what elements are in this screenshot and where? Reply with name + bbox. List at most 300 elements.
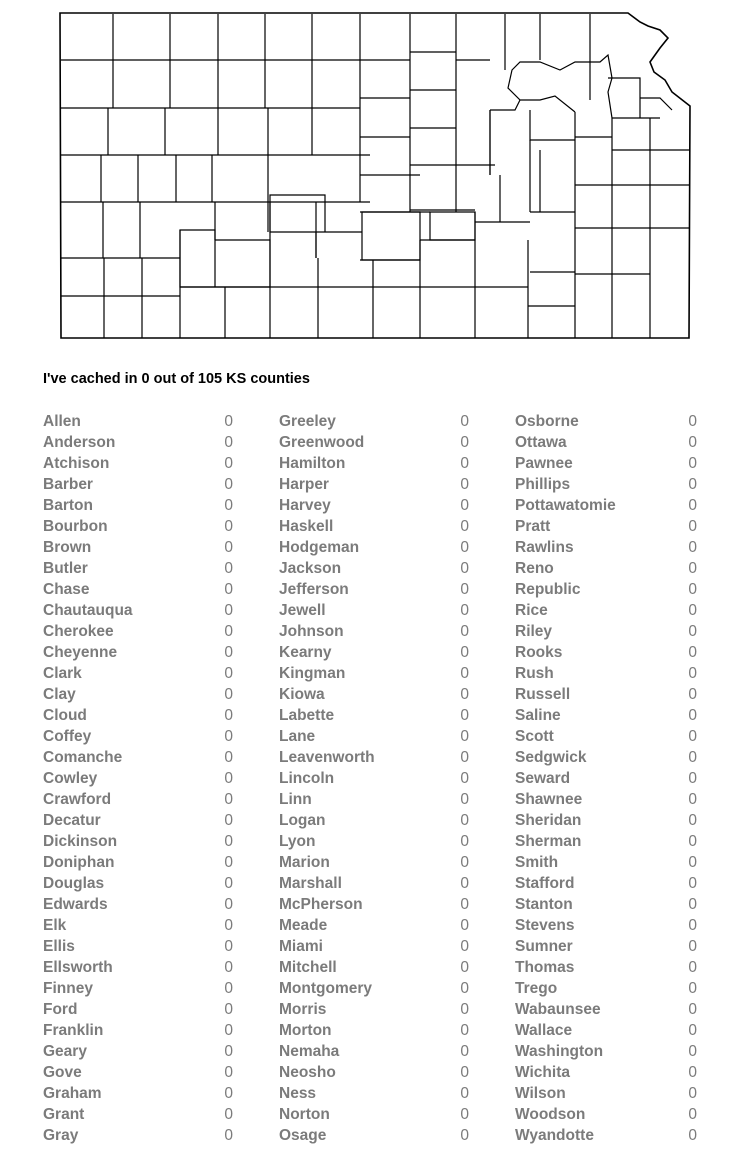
county-cache-count: 0: [460, 707, 469, 724]
county-name: Kiowa: [279, 686, 325, 703]
county-name: Linn: [279, 791, 312, 808]
county-row: [279, 789, 469, 810]
county-name: Gove: [43, 1064, 82, 1081]
county-row: [279, 663, 469, 684]
county-name: Pottawatomie: [515, 497, 616, 514]
county-name: Republic: [515, 581, 581, 598]
county-cache-count: 0: [460, 1085, 469, 1102]
county-row: [43, 516, 233, 537]
county-cache-count: 0: [688, 434, 697, 451]
county-cache-count: 0: [224, 434, 233, 451]
county-name: Scott: [515, 728, 554, 745]
county-name: Sumner: [515, 938, 573, 955]
county-row: [279, 705, 469, 726]
county-row: [43, 1104, 233, 1125]
county-name: Brown: [43, 539, 92, 556]
county-name: Osage: [279, 1127, 327, 1144]
county-row: [279, 600, 469, 621]
county-name: Wilson: [515, 1085, 566, 1102]
county-row: [43, 579, 233, 600]
county-row: [279, 1104, 469, 1125]
county-row: [43, 978, 233, 999]
county-cache-count: 0: [460, 560, 469, 577]
county-cache-count: 0: [688, 476, 697, 493]
county-row: [515, 852, 697, 873]
county-cache-count: 0: [224, 791, 233, 808]
county-row: [515, 1104, 697, 1125]
county-name: Cheyenne: [43, 644, 118, 661]
county-name: Anderson: [43, 434, 116, 451]
county-cache-count: 0: [460, 1106, 469, 1123]
county-row: [515, 558, 697, 579]
county-cache-count: 0: [460, 728, 469, 745]
county-cache-count: 0: [224, 413, 233, 430]
county-cache-count: 0: [224, 665, 233, 682]
county-row: [43, 474, 233, 495]
county-name: Clark: [43, 665, 82, 682]
county-name: Sedgwick: [515, 749, 587, 766]
county-cache-count: 0: [224, 560, 233, 577]
county-row: [43, 1083, 233, 1104]
county-cache-count: 0: [460, 938, 469, 955]
county-cache-count: 0: [460, 518, 469, 535]
county-name: Chautauqua: [43, 602, 133, 619]
county-name: Clay: [43, 686, 76, 703]
county-cache-count: 0: [460, 875, 469, 892]
county-row: [43, 747, 233, 768]
county-row: [515, 432, 697, 453]
county-name: Grant: [43, 1106, 85, 1123]
county-cache-count: 0: [224, 644, 233, 661]
county-row: [279, 1020, 469, 1041]
county-row: [43, 726, 233, 747]
county-name: Wichita: [515, 1064, 570, 1081]
county-row: [279, 432, 469, 453]
county-cache-count: 0: [224, 1106, 233, 1123]
county-name: Cloud: [43, 707, 87, 724]
county-name: Pawnee: [515, 455, 573, 472]
county-cache-count: 0: [224, 833, 233, 850]
county-cache-count: 0: [688, 728, 697, 745]
county-cache-count: 0: [460, 833, 469, 850]
county-cache-count: 0: [688, 1043, 697, 1060]
county-row: [515, 516, 697, 537]
county-name: Mitchell: [279, 959, 337, 976]
county-cache-count: 0: [688, 770, 697, 787]
county-name: Wallace: [515, 1022, 573, 1039]
county-name: Pratt: [515, 518, 551, 535]
county-name: Allen: [43, 413, 81, 430]
county-row: [515, 957, 697, 978]
county-name: Leavenworth: [279, 749, 375, 766]
county-cache-count: 0: [224, 1085, 233, 1102]
county-cache-count: 0: [224, 1064, 233, 1081]
county-row: [279, 978, 469, 999]
county-cache-count: 0: [460, 1043, 469, 1060]
county-row: [43, 1041, 233, 1062]
county-cache-count: 0: [688, 644, 697, 661]
county-name: Marion: [279, 854, 330, 871]
county-list-column-1: [43, 411, 233, 1146]
county-cache-count: 0: [688, 497, 697, 514]
county-boundary: [61, 52, 690, 306]
county-boundary: [101, 14, 650, 338]
county-name: Meade: [279, 917, 328, 934]
county-row: [515, 936, 697, 957]
kansas-county-map: [0, 0, 750, 350]
county-name: Trego: [515, 980, 558, 997]
county-name: Cherokee: [43, 623, 114, 640]
county-row: [43, 957, 233, 978]
county-cache-count: 0: [688, 1001, 697, 1018]
county-name: Ellis: [43, 938, 75, 955]
county-name: Haskell: [279, 518, 334, 535]
county-name: Barton: [43, 497, 93, 514]
county-row: [43, 663, 233, 684]
county-row: [515, 684, 697, 705]
county-row: [515, 915, 697, 936]
county-row: [43, 894, 233, 915]
county-name: Edwards: [43, 896, 108, 913]
county-row: [279, 642, 469, 663]
county-cache-count: 0: [688, 1106, 697, 1123]
county-cache-count: 0: [224, 497, 233, 514]
county-row: [279, 537, 469, 558]
county-row: [279, 768, 469, 789]
county-cache-count: 0: [224, 707, 233, 724]
county-name: Sheridan: [515, 812, 582, 829]
county-cache-count: 0: [688, 833, 697, 850]
county-row: [43, 705, 233, 726]
county-name: Jewell: [279, 602, 326, 619]
county-cache-count: 0: [688, 707, 697, 724]
county-cache-count: 0: [460, 602, 469, 619]
county-row: [43, 621, 233, 642]
county-name: Greenwood: [279, 434, 365, 451]
county-cache-count: 0: [224, 917, 233, 934]
county-name: Wyandotte: [515, 1127, 594, 1144]
county-cache-count: 0: [224, 623, 233, 640]
county-row: [515, 1083, 697, 1104]
county-cache-count: 0: [460, 623, 469, 640]
county-cache-count: 0: [460, 434, 469, 451]
county-cache-count: 0: [460, 1022, 469, 1039]
county-cache-count: 0: [688, 1085, 697, 1102]
county-cache-count: 0: [460, 413, 469, 430]
county-row: [515, 894, 697, 915]
county-row: [279, 810, 469, 831]
county-row: [279, 1062, 469, 1083]
county-cache-count: 0: [688, 791, 697, 808]
county-cache-count: 0: [460, 791, 469, 808]
county-row: [43, 495, 233, 516]
county-cache-count: 0: [224, 896, 233, 913]
county-name: Chase: [43, 581, 90, 598]
county-row: [515, 999, 697, 1020]
county-name: Bourbon: [43, 518, 108, 535]
county-name: Saline: [515, 707, 561, 724]
county-row: [279, 411, 469, 432]
county-cache-count: 0: [688, 896, 697, 913]
county-name: Marshall: [279, 875, 342, 892]
county-map-svg: [0, 0, 750, 350]
county-name: Thomas: [515, 959, 575, 976]
county-cache-count: 0: [224, 938, 233, 955]
county-cache-count: 0: [224, 770, 233, 787]
county-cache-count: 0: [460, 686, 469, 703]
county-row: [43, 789, 233, 810]
county-list-column-2: [279, 411, 469, 1146]
county-row: [279, 1083, 469, 1104]
county-name: Hamilton: [279, 455, 346, 472]
county-row: [279, 894, 469, 915]
county-row: [515, 1062, 697, 1083]
county-cache-count: 0: [460, 476, 469, 493]
county-cache-count: 0: [460, 959, 469, 976]
county-name: Dickinson: [43, 833, 118, 850]
county-cache-count: 0: [224, 476, 233, 493]
county-row: [43, 831, 233, 852]
county-row: [279, 957, 469, 978]
county-name: Seward: [515, 770, 571, 787]
county-cache-count: 0: [460, 581, 469, 598]
county-cache-count: 0: [460, 980, 469, 997]
county-cache-count: 0: [688, 854, 697, 871]
county-cache-count: 0: [460, 539, 469, 556]
county-cache-count: 0: [224, 1043, 233, 1060]
county-row: [43, 453, 233, 474]
county-cache-count: 0: [224, 1127, 233, 1144]
county-row: [515, 831, 697, 852]
county-name: Montgomery: [279, 980, 372, 997]
county-name: Nemaha: [279, 1043, 340, 1060]
county-cache-count: 0: [460, 644, 469, 661]
county-name: Franklin: [43, 1022, 104, 1039]
county-row: [279, 621, 469, 642]
county-cache-count: 0: [460, 497, 469, 514]
county-row: [515, 663, 697, 684]
county-cache-count: 0: [460, 770, 469, 787]
county-row: [279, 474, 469, 495]
county-cache-count: 0: [224, 455, 233, 472]
county-name: Labette: [279, 707, 335, 724]
county-row: [279, 873, 469, 894]
county-cache-count: 0: [460, 665, 469, 682]
county-row: [515, 726, 697, 747]
county-cache-count: 0: [460, 812, 469, 829]
county-row: [515, 747, 697, 768]
county-row: [43, 1062, 233, 1083]
county-cache-count: 0: [688, 455, 697, 472]
county-cache-count: 0: [460, 1127, 469, 1144]
county-cache-count: 0: [688, 875, 697, 892]
county-cache-count: 0: [688, 812, 697, 829]
county-cache-count: 0: [224, 1001, 233, 1018]
county-cache-count: 0: [688, 917, 697, 934]
county-name: Rice: [515, 602, 548, 619]
county-cache-count: 0: [224, 875, 233, 892]
county-row: [515, 789, 697, 810]
county-name: Ellsworth: [43, 959, 113, 976]
county-row: [43, 684, 233, 705]
county-row: [279, 495, 469, 516]
county-name: Finney: [43, 980, 93, 997]
county-row: [279, 453, 469, 474]
county-row: [43, 1125, 233, 1146]
county-name: Kearny: [279, 644, 332, 661]
county-row: [279, 684, 469, 705]
county-cache-count: 0: [688, 686, 697, 703]
county-cache-count: 0: [688, 560, 697, 577]
county-name: McPherson: [279, 896, 363, 913]
county-cache-count: 0: [460, 749, 469, 766]
county-row: [515, 873, 697, 894]
county-row: [515, 600, 697, 621]
county-row: [43, 810, 233, 831]
county-cache-count: 0: [224, 581, 233, 598]
county-row: [515, 1020, 697, 1041]
county-name: Morris: [279, 1001, 327, 1018]
county-cache-count: 0: [688, 1022, 697, 1039]
county-cache-count: 0: [688, 539, 697, 556]
county-cache-count: 0: [688, 665, 697, 682]
county-name: Washington: [515, 1043, 604, 1060]
county-row: [43, 873, 233, 894]
county-row: [43, 1020, 233, 1041]
county-boundary: [180, 195, 475, 287]
county-name: Stafford: [515, 875, 575, 892]
county-row: [279, 1125, 469, 1146]
county-cache-count: 0: [224, 539, 233, 556]
county-name: Woodson: [515, 1106, 586, 1123]
county-row: [515, 621, 697, 642]
county-cache-count: 0: [688, 1127, 697, 1144]
county-row: [515, 1041, 697, 1062]
county-cache-count: 0: [224, 959, 233, 976]
county-cache-count: 0: [460, 1001, 469, 1018]
county-row: [279, 558, 469, 579]
county-cache-count: 0: [688, 602, 697, 619]
county-row: [515, 411, 697, 432]
county-row: [279, 516, 469, 537]
county-row: [279, 1041, 469, 1062]
county-row: [43, 936, 233, 957]
county-name: Geary: [43, 1043, 87, 1060]
county-name: Hodgeman: [279, 539, 360, 556]
county-name: Norton: [279, 1106, 330, 1123]
county-row: [279, 579, 469, 600]
county-name: Shawnee: [515, 791, 583, 808]
county-row: [43, 411, 233, 432]
county-name: Atchison: [43, 455, 110, 472]
county-name: Coffey: [43, 728, 92, 745]
county-name: Sherman: [515, 833, 582, 850]
county-name: Rush: [515, 665, 554, 682]
county-row: [279, 852, 469, 873]
county-row: [279, 999, 469, 1020]
county-cache-count: 0: [688, 413, 697, 430]
county-row: [515, 1125, 697, 1146]
county-name: Harvey: [279, 497, 331, 514]
county-cache-count: 0: [224, 854, 233, 871]
county-name: Lane: [279, 728, 316, 745]
county-name: Crawford: [43, 791, 112, 808]
county-name: Gray: [43, 1127, 79, 1144]
county-row: [43, 558, 233, 579]
county-name: Wabaunsee: [515, 1001, 601, 1018]
cached-counties-summary: I've cached in 0 out of 105 KS counties: [43, 371, 310, 387]
county-name: Stevens: [515, 917, 575, 934]
county-name: Riley: [515, 623, 553, 640]
county-name: Jackson: [279, 560, 342, 577]
county-list-column-3: [515, 411, 697, 1146]
county-name: Kingman: [279, 665, 346, 682]
county-name: Ottawa: [515, 434, 567, 451]
county-cache-count: 0: [688, 959, 697, 976]
county-name: Barber: [43, 476, 93, 493]
county-row: [515, 705, 697, 726]
county-row: [515, 768, 697, 789]
county-cache-count: 0: [688, 623, 697, 640]
county-row: [515, 810, 697, 831]
county-row: [515, 495, 697, 516]
county-cache-count: 0: [224, 728, 233, 745]
county-cache-count: 0: [460, 455, 469, 472]
county-cache-count: 0: [224, 1022, 233, 1039]
county-name: Reno: [515, 560, 554, 577]
county-row: [279, 831, 469, 852]
county-row: [515, 537, 697, 558]
county-boundary: [490, 55, 672, 175]
county-name: Douglas: [43, 875, 105, 892]
county-cache-count: 0: [688, 581, 697, 598]
county-cache-count: 0: [224, 686, 233, 703]
county-cache-count: 0: [688, 518, 697, 535]
county-cache-count: 0: [460, 1064, 469, 1081]
county-cache-count: 0: [224, 812, 233, 829]
county-cache-count: 0: [688, 980, 697, 997]
county-name: Comanche: [43, 749, 123, 766]
county-cache-count: 0: [460, 917, 469, 934]
county-row: [279, 915, 469, 936]
county-cache-count: 0: [460, 854, 469, 871]
county-name: Logan: [279, 812, 326, 829]
county-name: Rooks: [515, 644, 563, 661]
county-name: Russell: [515, 686, 571, 703]
county-cache-count: 0: [688, 1064, 697, 1081]
county-row: [515, 978, 697, 999]
county-name: Smith: [515, 854, 559, 871]
county-row: [43, 432, 233, 453]
county-name: Jefferson: [279, 581, 349, 598]
county-cache-count: 0: [224, 749, 233, 766]
county-row: [515, 579, 697, 600]
county-cache-count: 0: [224, 980, 233, 997]
county-cache-count: 0: [460, 896, 469, 913]
county-row: [279, 747, 469, 768]
county-name: Morton: [279, 1022, 332, 1039]
county-row: [279, 726, 469, 747]
county-row: [515, 642, 697, 663]
county-row: [43, 600, 233, 621]
county-row: [515, 453, 697, 474]
county-name: Lyon: [279, 833, 316, 850]
county-name: Greeley: [279, 413, 336, 430]
county-row: [43, 999, 233, 1020]
county-name: Butler: [43, 560, 88, 577]
county-name: Ford: [43, 1001, 78, 1018]
county-name: Phillips: [515, 476, 571, 493]
